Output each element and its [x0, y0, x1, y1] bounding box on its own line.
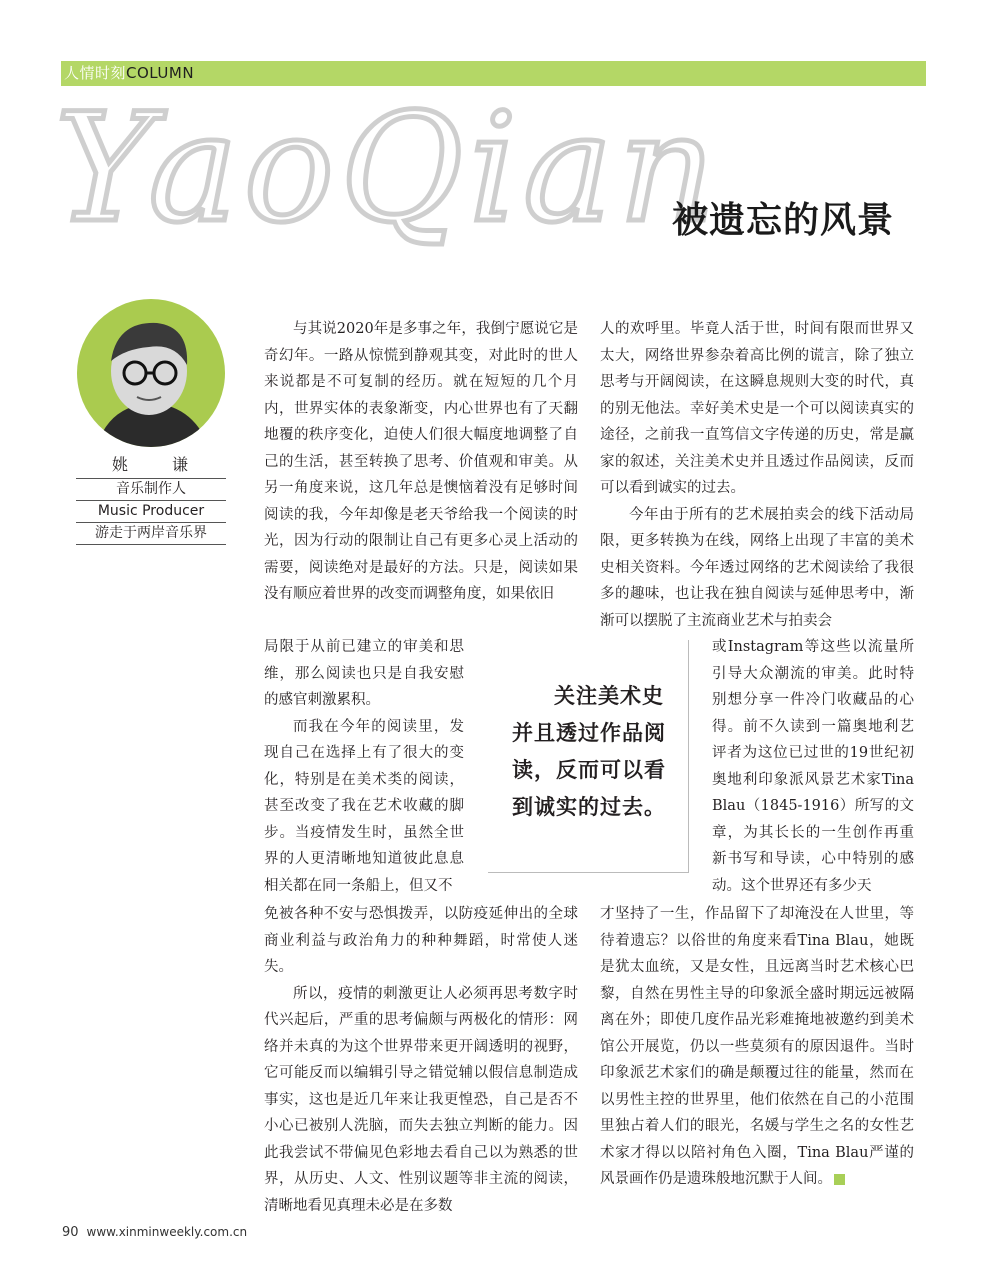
- paragraph: 今年由于所有的艺术展拍卖会的线下活动局限，更多转换为在线，网络上出现了丰富的美术史相关资料。今年透过网络的艺术阅读给了我很多的趣味，也让我在独自阅读与延伸思考中，渐渐可以摆脱了主流商业艺术与拍卖会: [600, 506, 914, 629]
- script-name: YaoQian: [55, 90, 722, 250]
- section-label: 人情时刻: [64, 64, 127, 82]
- paragraph: 所以，疫情的刺激更让人必须再思考数字时代兴起后，严重的思考偏颇与两极化的情形：网络并未真的为这个世界带来更开阔透明的视野，它可能反而以编辑引导之错觉辅以假信息制造成事实，这也是近几年来让我更惶恐，自己是否不小心已被别人洗脑，而失去独立判断的能力。因此我尝试不带偏见色彩地去看自己以为熟悉的世界，从历史、人文、性别议题等非主流的阅读，清晰地看见真理未必是在多数: [264, 985, 578, 1214]
- paragraph: [600, 901, 914, 1193]
- col1-narrow: [264, 634, 464, 899]
- section-tag: [64, 63, 194, 84]
- col1-top: [264, 316, 578, 608]
- page-number: 90: [62, 1225, 79, 1240]
- col2-top: [600, 316, 914, 634]
- paragraph: 与其说2020年是多事之年，我倒宁愿说它是奇幻年。一路从惊慌到静观其变，对此时的世人来说都是不可复制的经历。就在短短的几个月内，世界实体的表象渐变，内心世界也有了天翻地覆的秩序变化，迫使人们很大幅度地调整了自己的生活，甚至转换了思考、价值观和审美。从另一角度来说，这几年总是懊恼着没有足够时间阅读的我，今年却像是老天爷给我一个阅读的时光，因为行动的限制让自己有更多心灵上活动的需要，阅读绝对是最好的方法。只是，阅读如果没有顺应着世界的改变而调整角度，如果依旧: [264, 321, 578, 602]
- author-role: 音乐制作人: [76, 478, 226, 500]
- author-avatar: [77, 299, 225, 447]
- author-role-en: Music Producer: [76, 500, 226, 522]
- paragraph-text: 才坚持了一生，作品留下了却淹没在人世里，等待着遗忘？以俗世的角度来看Tina Blau，她既是犹太血统，又是女性，且远离当时艺术核心巴黎，自然在男性主导的印象派全盛时期远远被隔离在外；即使几度作品光彩难掩地被邀约到美术馆公开展览，仍以一些莫须有的原因退件。当时印象派艺术家们的确是颠覆过往的能量，然而在以男性主控的世界里，他们依然在自己的小范围里独占着人们的眼光，名媛与学生之名的女性艺术家才得以以陪衬角色入圈，Tina Blau严谨的风景画作仍是遗珠般地沉默于人间。: [600, 906, 914, 1187]
- column-label: COLUMN: [126, 64, 195, 82]
- article-title: 被遗忘的风景: [672, 199, 895, 241]
- yaoqian-script-art: [55, 90, 735, 250]
- author-tagline: 游走于两岸音乐界: [76, 522, 226, 545]
- paragraph: 而我在今年的阅读里，发现自己在选择上有了很大的变化，特别是在美术类的阅读，甚至改变了我在艺术收藏的脚步。当疫情发生时，虽然全世界的人更清晰地知道彼此息息相关都在同一条船上，但又不: [264, 718, 464, 894]
- paragraph: 人的欢呼里。毕竟人活于世，时间有限而世界又太大，网络世界参杂着高比例的谎言，除了独立思考与开阔阅读，在这瞬息规则大变的时代，真的别无他法。幸好美术史是一个可以阅读真实的途径，之前我一直笃信文字传递的历史，常是赢家的叙述，关注美术史并且透过作品阅读，反而可以看到诚实的过去。: [600, 321, 914, 496]
- paragraph: 免被各种不安与恐惧拨弄，以防疫延伸出的全球商业利益与政治角力的种种舞蹈，时常使人迷失。: [264, 906, 578, 975]
- end-mark-icon: [834, 1174, 845, 1185]
- paragraph: 或Instagram等这些以流量所引导大众潮流的审美。此时特别想分享一件冷门收藏品的心得。前不久读到一篇奥地利艺评者为这位已过世的19世纪初奥地利印象派风景艺术家Tina Blau（1845-1916）所写的文章，为其长长的一生创作再重新书写和导读，心中特别的感动。这个世界还有多少天: [712, 639, 914, 894]
- pull-quote-text: 关注美术史并且透过作品阅读，反而可以看到诚实的过去。: [512, 684, 666, 819]
- page-footer: [62, 1225, 247, 1240]
- author-info: [76, 452, 226, 545]
- author-name: 姚 谦: [111, 455, 202, 474]
- col2-bottom: [600, 901, 914, 1193]
- paragraph: 局限于从前已建立的审美和思维，那么阅读也只是自我安慰的感官刺激累积。: [264, 639, 464, 708]
- website-url: www.xinminweekly.com.cn: [86, 1225, 248, 1239]
- col2-narrow: [712, 634, 914, 899]
- col1-bottom: [264, 901, 578, 1219]
